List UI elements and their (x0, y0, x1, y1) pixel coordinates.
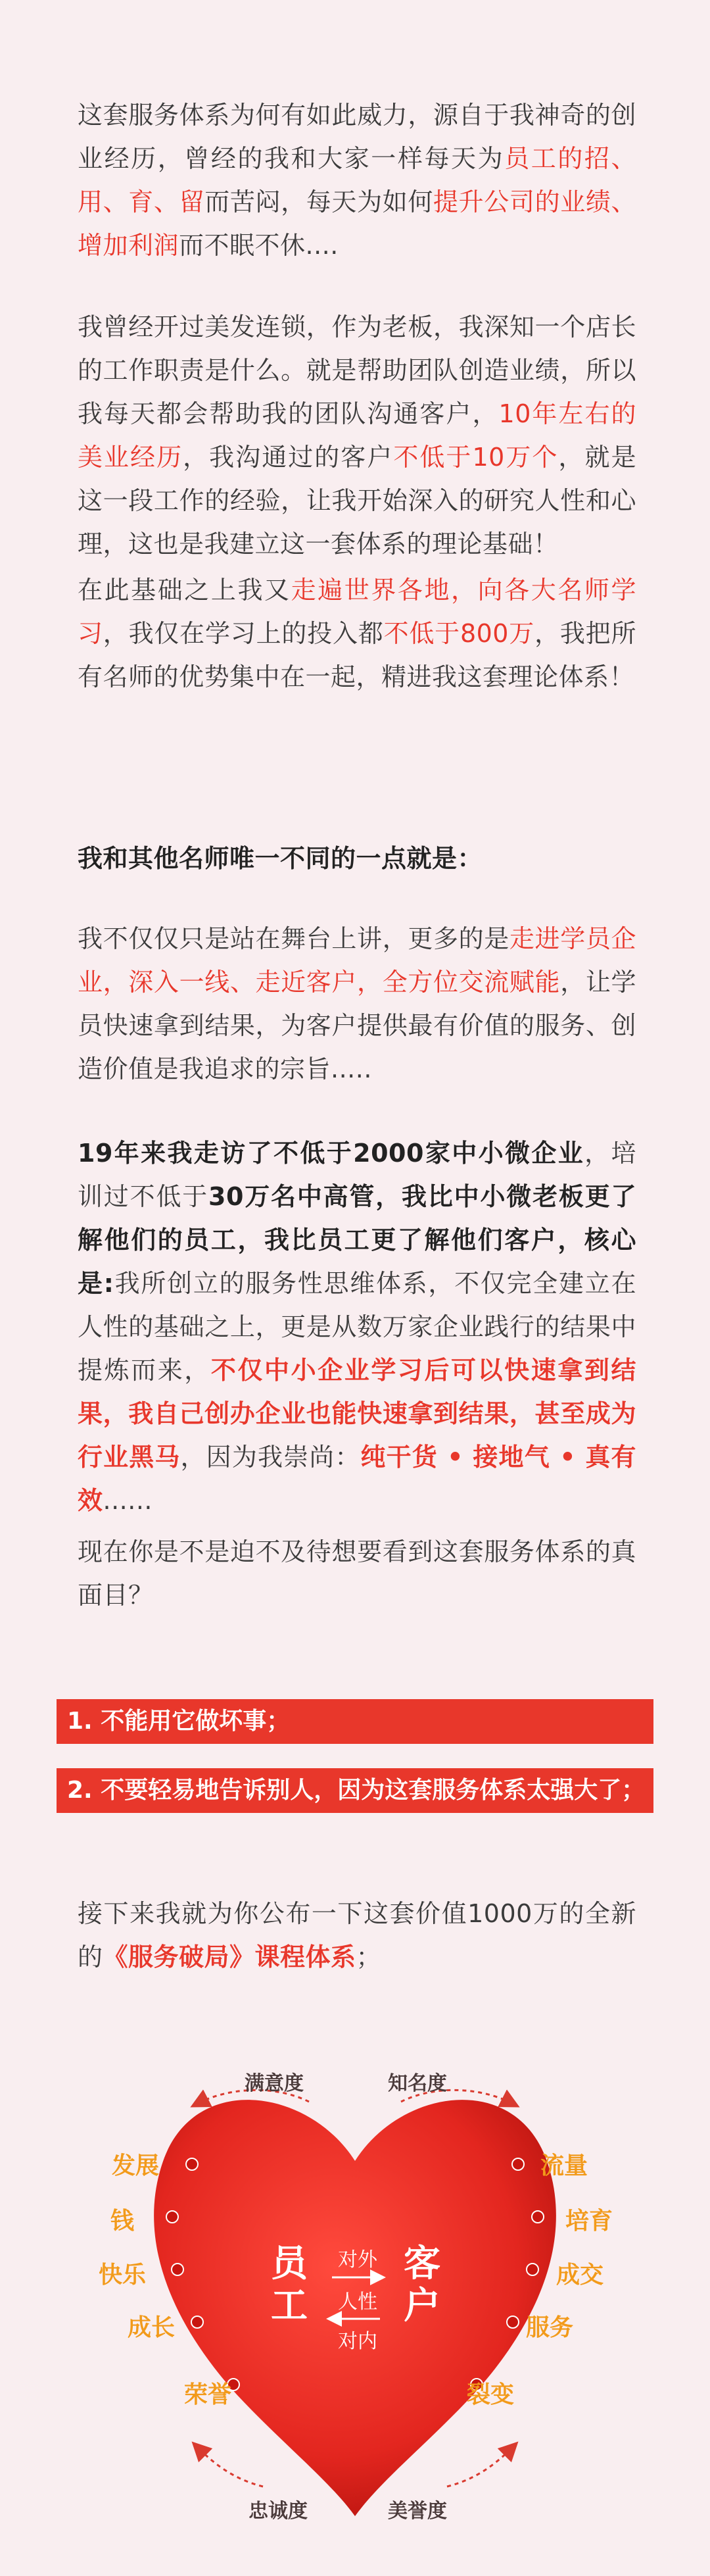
paragraph-approach (78, 917, 636, 1091)
text: 我所创立的服务性思维体系，不仅完全建立在人性的基础之上，更是从数万家企业践行的结果中提炼而来， (78, 1269, 636, 1385)
inward-label: 对内 (338, 2330, 377, 2353)
paragraph-course-intro (78, 1892, 636, 1979)
human-nature-label: 人性 (338, 2291, 377, 2314)
loyalty-label: 忠诚度 (248, 2500, 308, 2523)
paragraph-origin (78, 93, 636, 267)
heart-diagram (0, 2026, 710, 2552)
text: 在此基础之上我又 (78, 576, 291, 605)
text: ，培训过不低于 (78, 1139, 636, 1211)
right-label-traffic: 流量 (540, 2152, 588, 2179)
text: 而苦闷，每天为如何 (204, 187, 433, 216)
outward-label: 对外 (338, 2248, 377, 2271)
reputation-label: 美誉度 (388, 2500, 447, 2523)
left-label-happiness: 快乐 (99, 2262, 147, 2289)
right-label-service: 服务 (526, 2314, 574, 2341)
highlight-text: 不低于10万个 (393, 443, 559, 472)
highlight-text: 走遍世界各地，向各大名师学习 (78, 576, 636, 648)
text: ，让学员快速拿到结果，为客户提供最有价值的服务、创造价值是我追求的宗旨..... (78, 968, 636, 1083)
highlight-text: 10年左右的美业经历 (78, 399, 636, 472)
text: 我曾经开过美发连锁，作为老板，我深知一个店长的工作职责是什么。就是帮助团队创造业绩，所以我每天都会帮助我的团队沟通客户， (78, 312, 636, 428)
bold-text: 19年来我走访了不低于2000家中小微企业 (78, 1139, 585, 1168)
rule-bar-2: 2. 不要轻易地告诉别人，因为这套服务体系太强大了； (57, 1768, 653, 1813)
text: ，我沟通过的客户 (183, 443, 394, 472)
text: ...... (103, 1486, 153, 1515)
employee-label: 员工 (271, 2242, 308, 2327)
awareness-label: 知名度 (388, 2072, 447, 2095)
text: ，就是这一段工作的经验，让我开始深入的研究人性和心理，这也是我建立这一套体系的理论基础！ (78, 443, 636, 558)
highlight-text: 员工的招、用、育、留 (78, 144, 636, 216)
text: 这套服务体系为何有如此威力，源自于我神奇的创业经历，曾经的我和大家一样每天为 (78, 101, 636, 173)
text: ，我把所有名师的优势集中在一起，精进我这套理论体系！ (78, 619, 636, 691)
text: 现在你是不是迫不及待想要看到这套服务体系的真面目？ (78, 1537, 636, 1610)
left-label-development: 发展 (112, 2152, 160, 2179)
right-label-fission: 裂变 (467, 2381, 515, 2408)
left-label-growth: 成长 (128, 2314, 176, 2341)
text: 接下来我就为你公布一下这套价值1000万的全新的 (78, 1899, 636, 1971)
text: ，我仅在学习上的投入都 (103, 619, 384, 648)
paragraph-experience (78, 305, 636, 566)
paragraph-question (78, 1530, 636, 1617)
paragraph-study (78, 568, 636, 699)
slogan-text: 纯干货 • 接地气 • 真有效 (78, 1443, 636, 1515)
left-label-money: 钱 (110, 2208, 135, 2235)
text: ； (356, 1943, 382, 1971)
paragraph-difference-heading (78, 837, 636, 880)
bold-text: 30万名中高管 (208, 1182, 376, 1211)
customer-label: 客户 (404, 2242, 440, 2327)
right-label-deal: 成交 (556, 2262, 604, 2289)
highlight-text: 走进学员企业，深入一线、走近客户，全方位交流赋能 (78, 924, 636, 997)
highlight-text: 提升公司的业绩、增加利润 (78, 187, 636, 260)
text: ，因为我崇尚： (180, 1443, 361, 1472)
text: 而不眠不休.... (179, 231, 339, 260)
bold-text: 我和其他名师唯一不同的一点就是： (78, 844, 483, 873)
satisfaction-label: 满意度 (245, 2072, 304, 2095)
paragraph-track-record (78, 1131, 636, 1522)
rule-bar-1: 1. 不能用它做坏事； (57, 1699, 653, 1744)
text: 我不仅仅只是站在舞台上讲，更多的是 (78, 924, 509, 953)
left-label-honor: 荣誉 (184, 2381, 232, 2408)
bold-text: ，我比中小微老板更了解他们的员工，我比员工更了解他们客户，核心是: (78, 1182, 636, 1298)
highlight-bold-text: 不仅中小企业学习后可以快速拿到结果，我自己创办企业也能快速拿到结果，甚至成为行业黑马 (78, 1356, 636, 1472)
course-title: 《服务破局》课程体系 (103, 1943, 356, 1971)
highlight-text: 不低于800万 (383, 619, 535, 648)
right-label-nurture: 培育 (565, 2208, 613, 2235)
